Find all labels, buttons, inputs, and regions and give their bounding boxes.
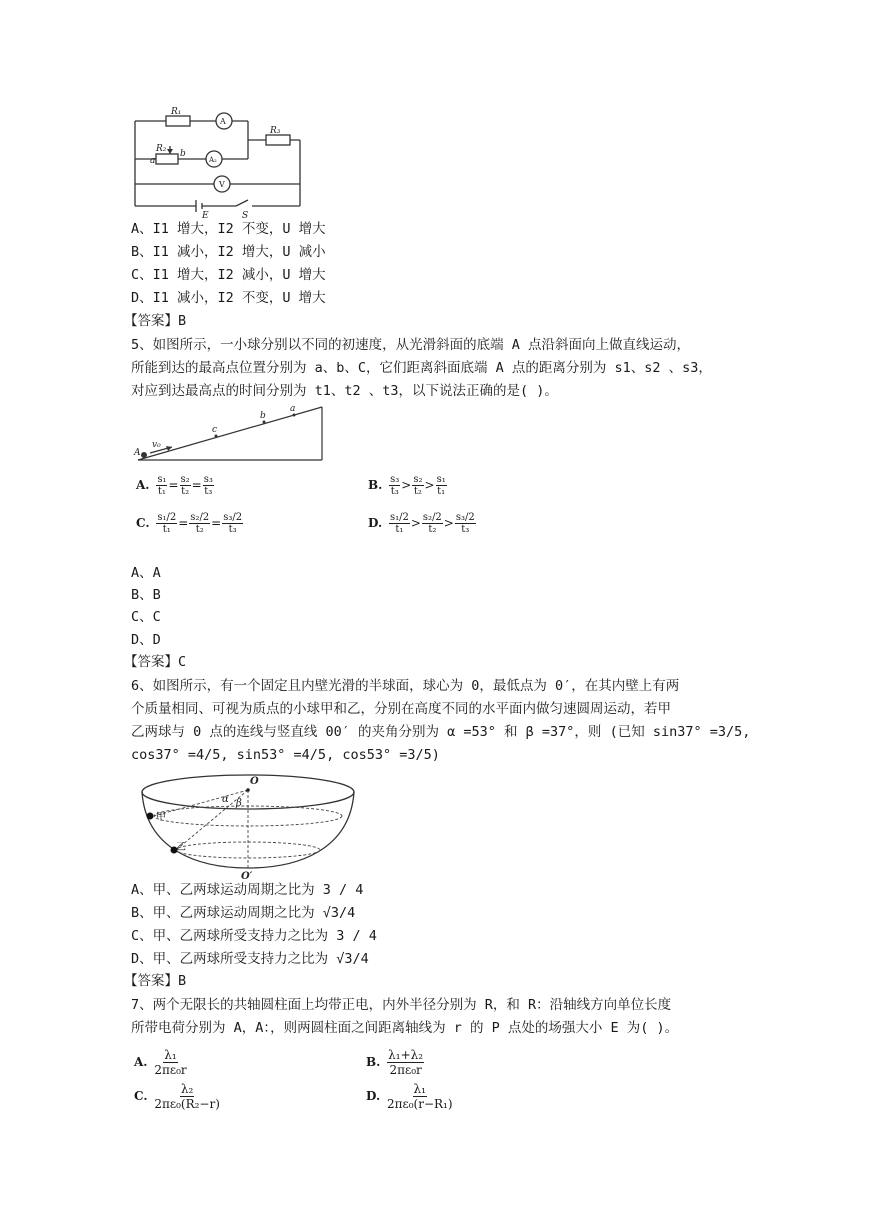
- q5-answer: 【答案】C: [124, 654, 187, 670]
- q5-formula-a-label: A.: [136, 478, 150, 492]
- fraction: [412, 474, 423, 497]
- denominator: t₂: [195, 524, 204, 535]
- ammeter-a2-label: A₂: [209, 156, 217, 164]
- operator: =: [191, 478, 202, 492]
- denominator: 2πε₀(R₂−r): [154, 1097, 220, 1111]
- numerator: s₂/2: [422, 512, 442, 523]
- q4-option-b: B、I1 减小，I2 增大，U 减小: [131, 244, 326, 260]
- fraction: [156, 474, 167, 497]
- fraction: [436, 474, 447, 497]
- q5-option-c: C、C: [131, 609, 161, 625]
- bottom-o-prime-label: O′: [241, 871, 253, 880]
- denominator: t₃: [390, 486, 399, 497]
- fraction: [156, 512, 177, 535]
- denominator: t₁: [157, 486, 166, 497]
- q6-text-line-4: cos37° =4/5, sin53° =4/5, cos53° =3/5): [131, 747, 440, 763]
- denominator: 2πε₀(r−R₁): [386, 1097, 453, 1111]
- q6-text-line-3: 乙两球与 0 点的连线与竖直线 00′ 的夹角分别为 α =53° 和 β =37°，则 (已知 sin37° =3/5,: [131, 724, 751, 740]
- denominator: 2πε₀r: [389, 1063, 422, 1077]
- denominator: t₃: [461, 524, 470, 535]
- option-label: D.: [366, 1089, 381, 1103]
- numerator: λ₂: [180, 1082, 194, 1096]
- fraction: [189, 512, 210, 535]
- voltmeter-label: V: [219, 180, 225, 189]
- initial-velocity-label: v₀: [152, 440, 161, 450]
- denominator: t₂: [181, 486, 190, 497]
- option-label: A.: [134, 1055, 148, 1069]
- numerator: s₃/2: [223, 512, 243, 523]
- q6-answer: 【答案】B: [124, 973, 187, 989]
- q5-text-line-2: 所能到达的最高点位置分别为 a、b、C，它们距离斜面底端 A 点的距离分别为 s1、s2 、s3，: [131, 360, 712, 376]
- denominator: t₁: [437, 486, 446, 497]
- incline-point-a-label: A: [134, 448, 141, 458]
- option-label: C.: [134, 1089, 148, 1103]
- fraction: [154, 1082, 220, 1111]
- numerator: s₃: [203, 474, 213, 485]
- circuit-diagram: [128, 104, 313, 219]
- operator: >: [443, 516, 454, 530]
- q5-formula-b-label: B.: [368, 478, 383, 492]
- fraction: [154, 1048, 186, 1077]
- q6-text-line-2: 个质量相同、可视为质点的小球甲和乙，分别在高度不同的水平面内做匀速圆周运动，若甲: [131, 701, 671, 717]
- numerator: s₂/2: [190, 512, 210, 523]
- denominator: t₂: [428, 524, 437, 535]
- option-label: B.: [366, 1055, 381, 1069]
- numerator: λ₁: [164, 1048, 177, 1062]
- q6-option-a: A、甲、乙两球运动周期之比为 3 / 4: [131, 882, 364, 898]
- q7-text-line-1: 7、两个无限长的共轴圆柱面上均带正电，内外半径分别为 R，和 R：沿轴线方向单位长度: [131, 997, 672, 1013]
- numerator: s₂: [413, 474, 423, 485]
- fraction: [387, 1048, 424, 1077]
- battery-e-label: E: [202, 211, 209, 219]
- q6-option-c: C、甲、乙两球所受支持力之比为 3 / 4: [131, 928, 377, 944]
- q5-formula-d-label: D.: [368, 516, 383, 530]
- numerator: s₁/2: [389, 512, 409, 523]
- point-a-label: a: [290, 405, 296, 414]
- q5-formula-option-a: [136, 474, 215, 497]
- slider-b-label: b: [180, 149, 186, 159]
- denominator: t₃: [228, 524, 237, 535]
- fraction: [222, 512, 243, 535]
- operator: >: [410, 516, 421, 530]
- q7-text-line-2: 所带电荷分别为 A，A：，则两圆柱面之间距离轴线为 r 的 P 点处的场强大小 E 为( )。: [131, 1020, 679, 1036]
- operator: =: [211, 516, 222, 530]
- q5-formula-option-b: [368, 474, 448, 497]
- fraction: [455, 512, 476, 535]
- point-c-label: c: [212, 425, 218, 435]
- denominator: t₃: [204, 486, 213, 497]
- q6-option-d: D、甲、乙两球所受支持力之比为 √3/4: [131, 951, 369, 967]
- denominator: t₂: [413, 486, 422, 497]
- point-b-label: b: [260, 411, 266, 421]
- q5-formula-option-d: [368, 512, 477, 535]
- q5-option-b: B、B: [131, 587, 161, 603]
- q4-answer: 【答案】B: [124, 313, 187, 329]
- numerator: λ₁: [413, 1082, 426, 1096]
- denominator: t₁: [395, 524, 404, 535]
- r2-label: R₂: [156, 144, 167, 154]
- fraction: [387, 1082, 453, 1111]
- beta-label: β: [236, 798, 242, 809]
- numerator: s₁: [157, 474, 167, 485]
- r1-label: R₁: [171, 107, 182, 117]
- operator: >: [401, 478, 412, 492]
- q5-formula-option-c: [136, 512, 244, 535]
- ammeter-a1-label: A: [220, 117, 226, 126]
- alpha-label: α: [222, 794, 229, 805]
- fraction: [389, 474, 400, 497]
- q7-formula-option-d: [366, 1082, 454, 1111]
- fraction: [389, 512, 410, 535]
- numerator: s₃: [390, 474, 400, 485]
- r3-label: R₃: [270, 126, 281, 136]
- operator: =: [168, 478, 179, 492]
- numerator: s₃/2: [455, 512, 475, 523]
- q7-formula-option-b: [366, 1048, 425, 1077]
- q5-text-line-1: 5、如图所示，一小球分别以不同的初速度，从光滑斜面的底端 A 点沿斜面向上做直线运动，: [131, 337, 691, 353]
- fraction: [203, 474, 214, 497]
- switch-s-label: S: [242, 211, 249, 219]
- numerator: λ₁+λ₂: [388, 1048, 424, 1062]
- numerator: s₁/2: [157, 512, 177, 523]
- q5-option-a: A、A: [131, 565, 161, 581]
- q5-text-line-3: 对应到达最高点的时间分别为 t1、t2 、t3，以下说法正确的是( )。: [131, 383, 558, 399]
- q5-option-d: D、D: [131, 632, 161, 648]
- q4-option-c: C、I1 增大，I2 减小，U 增大: [131, 267, 326, 283]
- numerator: s₂: [180, 474, 190, 485]
- fraction: [422, 512, 443, 535]
- hemisphere-figure: [138, 770, 358, 880]
- numerator: s₁: [436, 474, 446, 485]
- q4-option-a: A、I1 增大，I2 不变，U 增大: [131, 221, 326, 237]
- fraction: [180, 474, 191, 497]
- q6-text-line-1: 6、如图所示，有一个固定且内壁光滑的半球面，球心为 0，最低点为 0′，在其内壁上有两: [131, 678, 680, 694]
- q6-option-b: B、甲、乙两球运动周期之比为 √3/4: [131, 905, 356, 921]
- q7-formula-option-a: [134, 1048, 188, 1077]
- q4-option-d: D、I1 减小，I2 不变，U 增大: [131, 290, 326, 306]
- slider-a-label: a: [150, 156, 156, 166]
- denominator: 2πε₀r: [154, 1063, 187, 1077]
- q7-formula-option-c: [134, 1082, 221, 1111]
- incline-figure: [132, 405, 327, 465]
- ball-jia-label: 甲: [156, 812, 166, 823]
- denominator: t₁: [162, 524, 171, 535]
- operator: >: [424, 478, 435, 492]
- center-o-label: O: [250, 776, 259, 787]
- operator: =: [178, 516, 189, 530]
- q5-formula-c-label: C.: [136, 516, 150, 530]
- ball-yi-label: 乙: [176, 842, 186, 853]
